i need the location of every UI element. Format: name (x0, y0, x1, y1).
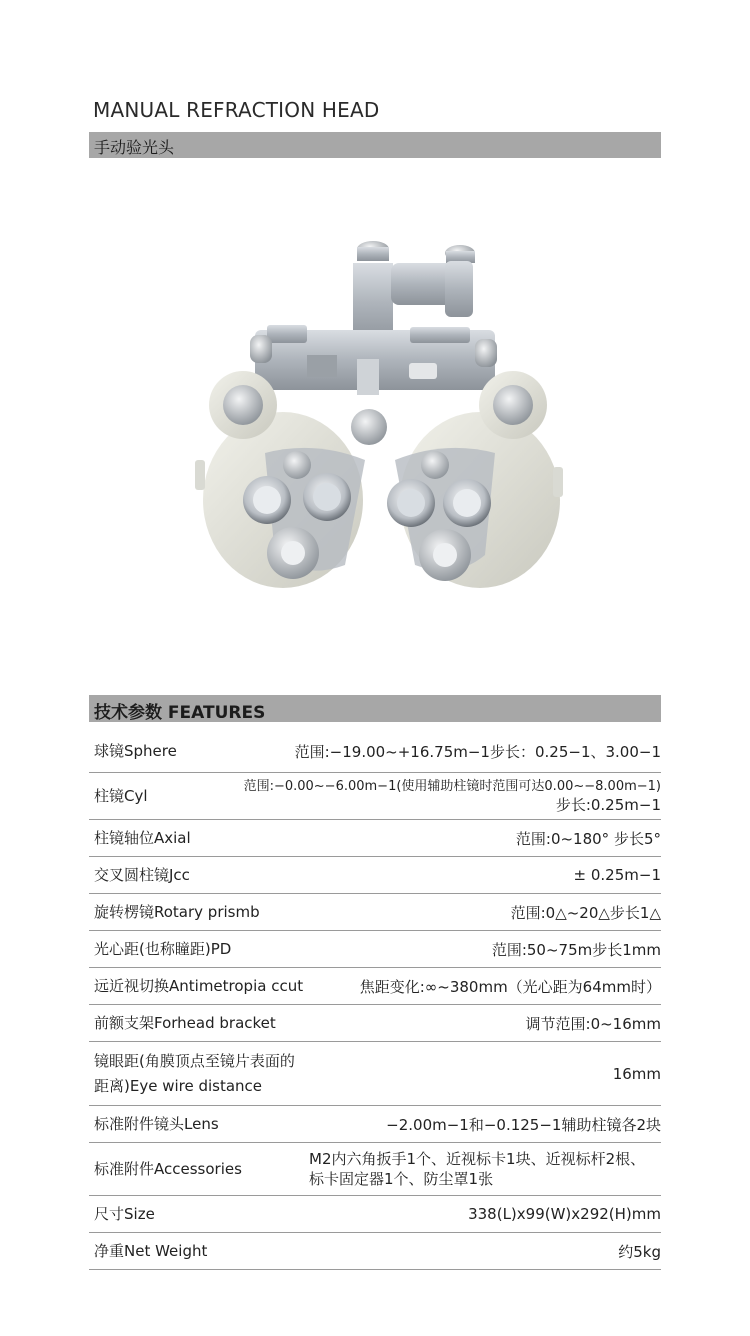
spec-value: 调节范围:0~16mm (525, 1014, 661, 1033)
refractor-device-image (195, 235, 565, 590)
spec-row-accessories (89, 1143, 661, 1196)
spec-label: 净重Net Weight (94, 1241, 208, 1260)
spec-row-lens (89, 1106, 661, 1143)
spec-value (309, 1143, 661, 1195)
spec-label: 旋转楞镜Rotary prismb (94, 902, 260, 921)
spec-value: ± 0.25m−1 (573, 866, 661, 884)
spec-value: 焦距变化:∞~380mm（光心距为64mm时） (359, 977, 661, 996)
spec-label: 球镜Sphere (94, 741, 177, 760)
spec-value: 范围:0△~20△步长1△ (510, 903, 661, 922)
spec-row-jcc (89, 857, 661, 894)
spec-label-line: 镜眼距(角膜顶点至镜片表面的 (94, 1051, 295, 1070)
spec-row-prism (89, 894, 661, 931)
spec-value: 范围:50~75m步长1mm (491, 940, 661, 959)
spec-value: 范围:−19.00~+16.75m−1步长：0.25−1、3.00−1 (294, 742, 661, 761)
spec-label: 柱镜轴位Axial (94, 828, 191, 847)
spec-row-cyl (89, 773, 661, 820)
spec-label: 柱镜Cyl (94, 786, 148, 805)
spec-value-line: 标卡固定器1个、防尘罩1张 (309, 1170, 494, 1188)
spec-value-line: 步长:0.25m−1 (555, 796, 661, 814)
spec-label: 前额支架Forhead bracket (94, 1013, 276, 1032)
spec-value: 16mm (612, 1064, 661, 1083)
spec-row-axial (89, 820, 661, 857)
spec-value: 约5kg (618, 1242, 661, 1261)
features-heading: 技术参数 FEATURES (94, 703, 266, 723)
spec-label: 标准附件Accessories (94, 1159, 242, 1178)
subtitle: 手动验光头 (94, 138, 175, 157)
spec-row-size (89, 1196, 661, 1233)
spec-value (244, 773, 661, 819)
spec-label: 光心距(也称瞳距)PD (94, 939, 232, 958)
spec-row-weight (89, 1233, 661, 1270)
spec-row-antimetropia (89, 968, 661, 1005)
subtitle-bar (89, 132, 661, 158)
spec-row-eye-wire (89, 1042, 661, 1106)
spec-label (94, 1042, 295, 1105)
spec-label: 远近视切换Antimetropia ccut (94, 976, 304, 995)
spec-label: 标准附件镜头Lens (94, 1114, 219, 1133)
features-header-bar (89, 695, 661, 722)
spec-row-sphere (89, 730, 661, 773)
page-title: MANUAL REFRACTION HEAD (93, 98, 380, 122)
spec-label: 交叉圆柱镜Jcc (94, 865, 190, 884)
spec-table (89, 730, 661, 1270)
spec-row-pd (89, 931, 661, 968)
spec-value: 范围:0~180° 步长5° (515, 829, 661, 848)
spec-label: 尺寸Size (94, 1204, 155, 1223)
spec-value: −2.00m−1和−0.125−1辅助柱镜各2块 (386, 1115, 661, 1134)
spec-value: 338(L)x99(W)x292(H)mm (468, 1205, 661, 1223)
spec-value-line: 范围:−0.00~−6.00m−1(使用辅助柱镜时范围可达0.00~−8.00m−1) (243, 779, 661, 794)
spec-value-line: M2内六角扳手1个、近视标卡1块、近视标杆2根、 (309, 1150, 646, 1168)
spec-row-forehead (89, 1005, 661, 1042)
spec-label-line: 距离)Eye wire distance (94, 1076, 263, 1095)
